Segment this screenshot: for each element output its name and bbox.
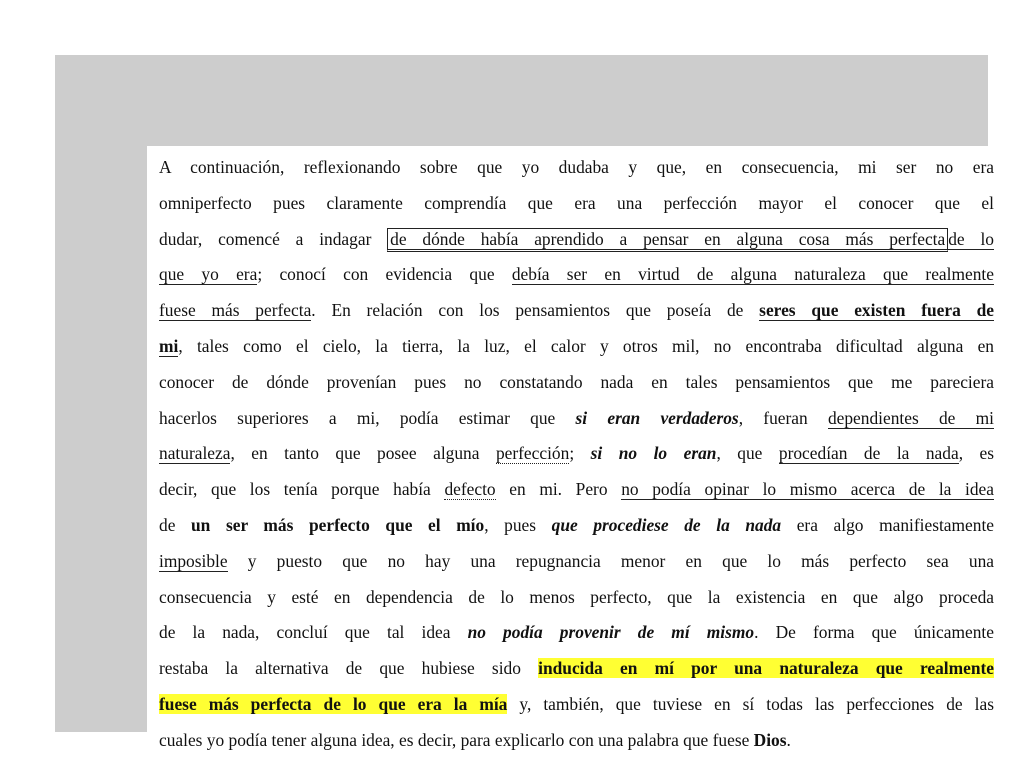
dotted-phrase: perfección <box>495 443 570 464</box>
boxed-phrase: de dónde había aprendido a pensar en alguna cosa más perfecta <box>387 228 948 252</box>
line-11 <box>159 508 994 544</box>
text-segment: hacerlos superiores a mi, podía estimar que <box>159 407 576 428</box>
document-frame <box>55 55 995 750</box>
bold-italic-phrase: si no lo eran <box>590 443 717 464</box>
text-page <box>147 146 1007 749</box>
line-9 <box>159 436 994 472</box>
highlighted-phrase: inducida en mí por una naturaleza que realmente <box>538 658 994 679</box>
text-segment: ; <box>569 443 591 464</box>
bold-word-dios: Dios <box>753 729 787 750</box>
dotted-phrase: defecto <box>444 479 496 500</box>
text-segment: . De forma que únicamente <box>754 622 994 643</box>
line-7 <box>159 365 994 401</box>
line-1 <box>159 150 994 186</box>
text-segment: . <box>786 729 791 750</box>
text-segment: de la nada, concluí que tal idea <box>159 622 468 643</box>
line-17 <box>159 723 994 759</box>
line-14 <box>159 615 994 651</box>
bold-phrase: un ser más perfecto que el mío <box>191 514 485 535</box>
underlined-phrase: que yo era <box>159 264 258 285</box>
text-segment: en mi. Pero <box>495 479 622 500</box>
text-segment: y puesto que no hay una repugnancia menor en que lo más perfecto sea una <box>227 550 994 571</box>
bold-italic-phrase: que procediese de la nada <box>551 514 782 535</box>
line-3 <box>159 222 994 258</box>
text-segment: , pues <box>484 514 552 535</box>
text-segment: A continuación, reflexionando sobre que yo dudaba y que, en consecuencia, mi ser no era <box>159 157 994 177</box>
line-4 <box>159 257 994 293</box>
underlined-phrase: fuese más perfecta <box>159 300 312 321</box>
text-segment: de <box>159 514 192 535</box>
text-segment: ; conocí con evidencia que <box>257 264 512 285</box>
paragraph <box>159 150 994 759</box>
text-segment: cuales yo podía tener alguna idea, es decir, para explicarlo con una palabra que fuese <box>159 729 754 750</box>
bold-italic-phrase: no podía provenir de mí mismo <box>467 622 755 643</box>
text-segment: restaba la alternativa de que hubiese sido <box>159 658 539 679</box>
bold-phrase: mi <box>159 335 179 356</box>
underlined-phrase: imposible <box>159 550 228 571</box>
line-12 <box>159 544 994 580</box>
line-16 <box>159 687 994 723</box>
text-segment: decir, que los tenía porque había <box>159 479 445 500</box>
text-segment: dudar, comencé a indagar <box>159 228 388 249</box>
underlined-phrase: naturaleza <box>159 443 231 464</box>
text-segment: , tales como el cielo, la tierra, la luz, el calor y otros mil, no encontraba dificultad alguna en <box>178 335 994 356</box>
line-15 <box>159 651 994 687</box>
bold-phrase: seres que existen fuera de <box>759 300 994 321</box>
highlighted-phrase: fuese más perfecta de lo que era la mía <box>159 693 508 714</box>
underlined-phrase: no podía opinar lo mismo acerca de la idea <box>621 479 994 500</box>
line-13 <box>159 580 994 616</box>
text-segment: conocer de dónde provenían pues no constatando nada en tales pensamientos que me pareciera <box>159 371 994 392</box>
line-2 <box>159 186 994 222</box>
bold-italic-phrase: si eran verdaderos <box>575 407 739 428</box>
underlined-phrase: debía ser en virtud de alguna naturaleza que realmente <box>511 264 994 285</box>
underlined-phrase: procedían de la nada <box>778 443 959 464</box>
underlined-phrase: dependientes de mi <box>827 407 994 428</box>
text-segment: , que <box>716 443 779 464</box>
line-10 <box>159 472 994 508</box>
text-segment: consecuencia y esté en dependencia de lo menos perfecto, que la existencia en que algo proceda <box>159 586 994 607</box>
text-segment: y, también, que tuviese en sí todas las perfecciones de las <box>507 693 994 714</box>
underlined-phrase: de lo <box>948 228 994 249</box>
text-segment: , fueran <box>738 407 828 428</box>
text-segment: era algo manifiestamente <box>781 514 994 535</box>
text-segment: , es <box>958 443 995 464</box>
text-segment: omniperfecto pues claramente comprendía que era una perfección mayor el conocer que el <box>159 192 994 213</box>
text-segment: . En relación con los pensamientos que poseía de <box>311 300 760 321</box>
line-8 <box>159 401 994 437</box>
line-6 <box>159 329 994 365</box>
line-5 <box>159 293 994 329</box>
text-segment: , en tanto que posee alguna <box>230 443 496 464</box>
